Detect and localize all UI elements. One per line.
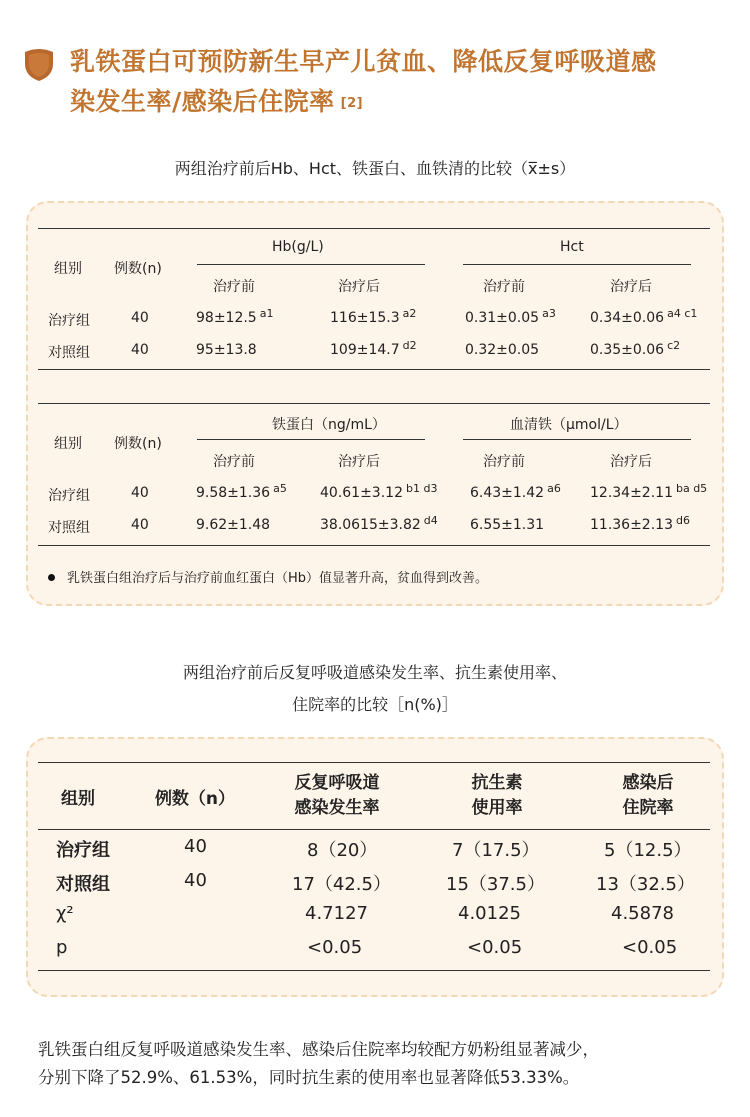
block2-row-a-after-text: 40.61±3.12 <box>320 485 403 501</box>
block2-header-b-after <box>610 451 652 471</box>
table2-header-group-text: 组别 <box>61 789 95 809</box>
reference-mark: [2] <box>340 96 364 111</box>
table2-row-infection <box>305 903 368 924</box>
table2-row-group <box>56 937 67 958</box>
block1-header-group <box>54 258 82 278</box>
block1-row-a-after-text: 116±15.3 <box>330 310 400 326</box>
block1-header-group-text: 组别 <box>54 261 82 277</box>
block2-row-a-after-text: 38.0615±3.82 <box>320 517 421 533</box>
block2-header-b-after-text: 治疗后 <box>610 454 652 470</box>
block1-header-a-after <box>338 276 380 296</box>
block2-metric-b-rule <box>463 439 691 440</box>
block1-header-n <box>114 258 162 278</box>
block2-row-a-after-superscript: b1 d3 <box>405 482 438 495</box>
block2-metric-a-rule <box>197 439 425 440</box>
block2-header-n <box>114 433 162 453</box>
block2-row-n <box>131 517 149 533</box>
table2-row-hospital-text: 13（32.5） <box>596 874 695 895</box>
block2-row-a-before <box>196 517 270 533</box>
block2-header-a-after-text: 治疗后 <box>338 454 380 470</box>
block2-row-a-before-superscript: a5 <box>273 482 287 495</box>
table2-header-antibiotic <box>442 771 552 821</box>
table2-row-n-text: 40 <box>184 836 207 857</box>
table2-row-hospital-text: 5（12.5） <box>604 840 692 861</box>
table2-caption-line2: 住院率的比较［n(%)］ <box>292 695 458 714</box>
block2-header-a-before-text: 治疗前 <box>213 454 255 470</box>
table2-row-antibiotic-text: 7（17.5） <box>452 840 540 861</box>
block2-row-a-after <box>320 514 438 533</box>
block1-bottom-rule <box>38 369 710 370</box>
block1-metric-a-rule <box>197 264 425 265</box>
block2-top-rule <box>38 403 710 404</box>
shield-icon <box>22 46 56 82</box>
block2-row-b-after-text: 12.34±2.11 <box>590 485 673 501</box>
table2-row-infection-text: 4.7127 <box>305 903 368 924</box>
table2-header-infection <box>272 771 402 821</box>
table2-row-antibiotic-text: <0.05 <box>467 937 523 958</box>
table2-row-group <box>56 870 110 896</box>
block1-metric-b-rule <box>463 264 691 265</box>
table2-row-hospital <box>611 903 674 924</box>
block2-row-b-after-text: 11.36±2.13 <box>590 517 673 533</box>
block2-header-metric-a-text: 铁蛋白（ng/mL） <box>272 417 386 433</box>
table1-caption: 两组治疗前后Hb、Hct、铁蛋白、血铁清的比较（x̅±s） <box>174 159 576 178</box>
block1-row-a-before <box>196 307 274 326</box>
block1-row-b-after-superscript: a4 c1 <box>667 307 698 320</box>
table2-row-group <box>56 903 74 924</box>
table2-row-group-text: 对照组 <box>56 874 110 895</box>
block1-header-b-before <box>483 276 525 296</box>
table2-header-rule <box>38 829 710 830</box>
block2-row-a-before-text: 9.62±1.48 <box>196 517 271 533</box>
block2-header-n-text: 例数(n) <box>114 436 162 452</box>
block2-header-a-after <box>338 451 380 471</box>
table2-header-infection-text-2: 感染发生率 <box>294 798 380 818</box>
block1-row-a-after-text: 109±14.7 <box>330 342 400 358</box>
block1-row-b-after-text: 0.35±0.06 <box>590 342 665 358</box>
block1-header-b-before-text: 治疗前 <box>483 279 525 295</box>
block2-bottom-rule <box>38 545 710 546</box>
block1-row-b-after <box>590 339 681 358</box>
block2-row-b-after <box>590 514 690 533</box>
block1-header-n-text: 例数(n) <box>114 261 162 277</box>
table2-row-infection-text: <0.05 <box>307 937 363 958</box>
block2-header-a-before <box>213 451 255 471</box>
block2-row-group-text: 治疗组 <box>48 488 90 504</box>
table2-header-n-text: 例数（n） <box>154 789 236 809</box>
table2-row-infection <box>307 937 362 958</box>
block2-row-b-after <box>590 482 708 501</box>
block1-row-n <box>131 342 149 358</box>
block1-row-n-text: 40 <box>131 342 149 358</box>
table2-row-infection-text: 8（20） <box>307 840 378 861</box>
block2-header-metric-a <box>272 414 386 434</box>
block1-row-a-after-superscript: a2 <box>402 307 417 320</box>
block1-header-a-after-text: 治疗后 <box>338 279 380 295</box>
block1-row-a-after <box>330 307 417 326</box>
page-title <box>70 42 730 122</box>
table2-row-hospital <box>622 937 677 958</box>
block1-row-b-before <box>465 307 556 326</box>
block1-header-a-before <box>213 276 255 296</box>
block1-header-metric-b-text: Hct <box>560 239 584 255</box>
block1-row-n-text: 40 <box>131 310 149 326</box>
block1-row-a-after <box>330 339 417 358</box>
block1-row-b-after-text: 0.34±0.06 <box>590 310 665 326</box>
block2-row-b-before-text: 6.55±1.31 <box>470 517 545 533</box>
block1-row-a-before-text: 98±12.5 <box>196 310 257 326</box>
block2-row-n-text: 40 <box>131 485 149 501</box>
block1-row-b-after <box>590 307 698 326</box>
block1-row-b-before-text: 0.31±0.05 <box>465 310 540 326</box>
block1-row-a-after-superscript: d2 <box>402 339 417 352</box>
table2-row-hospital <box>604 836 692 862</box>
bullet-icon <box>48 574 55 581</box>
table2-top-rule <box>38 762 710 763</box>
table2-header-infection-text: 反复呼吸道 <box>294 773 380 793</box>
table2-row-group-text: 治疗组 <box>56 840 110 861</box>
table2-row-hospital-text: 4.5878 <box>611 903 674 924</box>
block2-row-a-after-superscript: d4 <box>423 514 438 527</box>
table2-row-antibiotic <box>458 903 521 924</box>
table2-header-hospital-text-2: 住院率 <box>622 798 674 818</box>
block1-top-rule <box>38 228 710 229</box>
block2-row-b-after-superscript: ba d5 <box>675 482 708 495</box>
block2-row-b-before-text: 6.43±1.42 <box>470 485 545 501</box>
block1-row-b-before <box>465 342 539 358</box>
block2-header-group <box>54 433 82 453</box>
summary-paragraph <box>38 1036 728 1092</box>
block2-row-b-before <box>470 482 561 501</box>
block2-row-b-before <box>470 517 544 533</box>
block1-row-group-text: 对照组 <box>48 345 90 361</box>
table2-header-n <box>140 787 250 812</box>
table2-row-hospital-text: <0.05 <box>622 937 678 958</box>
summary-line-1: 乳铁蛋白组反复呼吸道感染发生率、感染后住院率均较配方奶粉组显著减少， <box>38 1040 599 1059</box>
table2-row-antibiotic <box>446 870 545 896</box>
block1-row-group-text: 治疗组 <box>48 313 90 329</box>
block1-header-metric-a <box>272 239 324 255</box>
table2-header-hospital <box>593 771 703 821</box>
block2-row-group-text: 对照组 <box>48 520 90 536</box>
block1-header-b-after-text: 治疗后 <box>610 279 652 295</box>
table2-row-infection <box>292 870 391 896</box>
block2-row-b-before-superscript: a6 <box>547 482 561 495</box>
table2-row-hospital <box>596 870 695 896</box>
table2-row-n <box>184 870 207 891</box>
table2-header-antibiotic-text-2: 使用率 <box>471 798 523 818</box>
table2-bottom-rule <box>38 970 710 971</box>
block1-row-group <box>48 342 90 362</box>
block2-row-a-before-text: 9.58±1.36 <box>196 485 271 501</box>
table2-row-infection <box>307 836 377 862</box>
block1-row-n <box>131 310 149 326</box>
summary-line-2: 分别下降了52.9%、61.53%，同时抗生素的使用率也显著降低53.33%。 <box>38 1068 580 1087</box>
table2-row-group-text: p <box>56 937 68 958</box>
block1-row-b-before-text: 0.32±0.05 <box>465 342 540 358</box>
table2-row-n-text: 40 <box>184 870 207 891</box>
table2-row-infection-text: 17（42.5） <box>292 874 391 895</box>
block2-row-a-before <box>196 482 287 501</box>
block1-row-group <box>48 310 90 330</box>
table2-row-group-text: χ² <box>56 903 74 924</box>
block2-row-b-after-superscript: d6 <box>675 514 690 527</box>
block1-row-a-before-text: 95±13.8 <box>196 342 257 358</box>
block2-header-metric-b <box>510 414 628 434</box>
block1-row-a-before-superscript: a1 <box>259 307 274 320</box>
block1-header-a-before-text: 治疗前 <box>213 279 255 295</box>
block2-header-group-text: 组别 <box>54 436 82 452</box>
block1-row-b-before-superscript: a3 <box>542 307 556 320</box>
block1-header-b-after <box>610 276 652 296</box>
block2-row-a-after <box>320 482 438 501</box>
table2-row-antibiotic-text: 15（37.5） <box>446 874 545 895</box>
block2-row-n <box>131 485 149 501</box>
block1-header-metric-b <box>560 239 584 255</box>
block1-row-a-before <box>196 342 257 358</box>
block2-row-group <box>48 517 90 537</box>
title-line-1: 乳铁蛋白可预防新生早产儿贫血、降低反复呼吸道感 <box>70 47 657 76</box>
table2-header-hospital-text: 感染后 <box>622 773 674 793</box>
table2-row-antibiotic <box>467 937 522 958</box>
block2-header-b-before-text: 治疗前 <box>483 454 525 470</box>
block1-row-b-after-superscript: c2 <box>667 339 681 352</box>
table2-caption-line1: 两组治疗前后反复呼吸道感染发生率、抗生素使用率、 <box>182 663 567 682</box>
table2-row-group <box>56 836 110 862</box>
block2-row-n-text: 40 <box>131 517 149 533</box>
table2-header-group <box>38 787 118 812</box>
block2-header-b-before <box>483 451 525 471</box>
table2-header-antibiotic-text: 抗生素 <box>471 773 523 793</box>
table2-row-antibiotic-text: 4.0125 <box>458 903 521 924</box>
block1-header-metric-a-text: Hb(g/L) <box>272 239 324 255</box>
title-line-2: 染发生率/感染后住院率 <box>70 87 335 116</box>
table1-note <box>48 567 488 586</box>
table2-row-n <box>184 836 207 857</box>
block2-row-group <box>48 485 90 505</box>
table2-row-antibiotic <box>452 836 540 862</box>
block2-header-metric-b-text: 血清铁（μmol/L） <box>510 417 628 433</box>
table1-note-text: 乳铁蛋白组治疗后与治疗前血红蛋白（Hb）值显著升高，贫血得到改善。 <box>67 571 489 586</box>
